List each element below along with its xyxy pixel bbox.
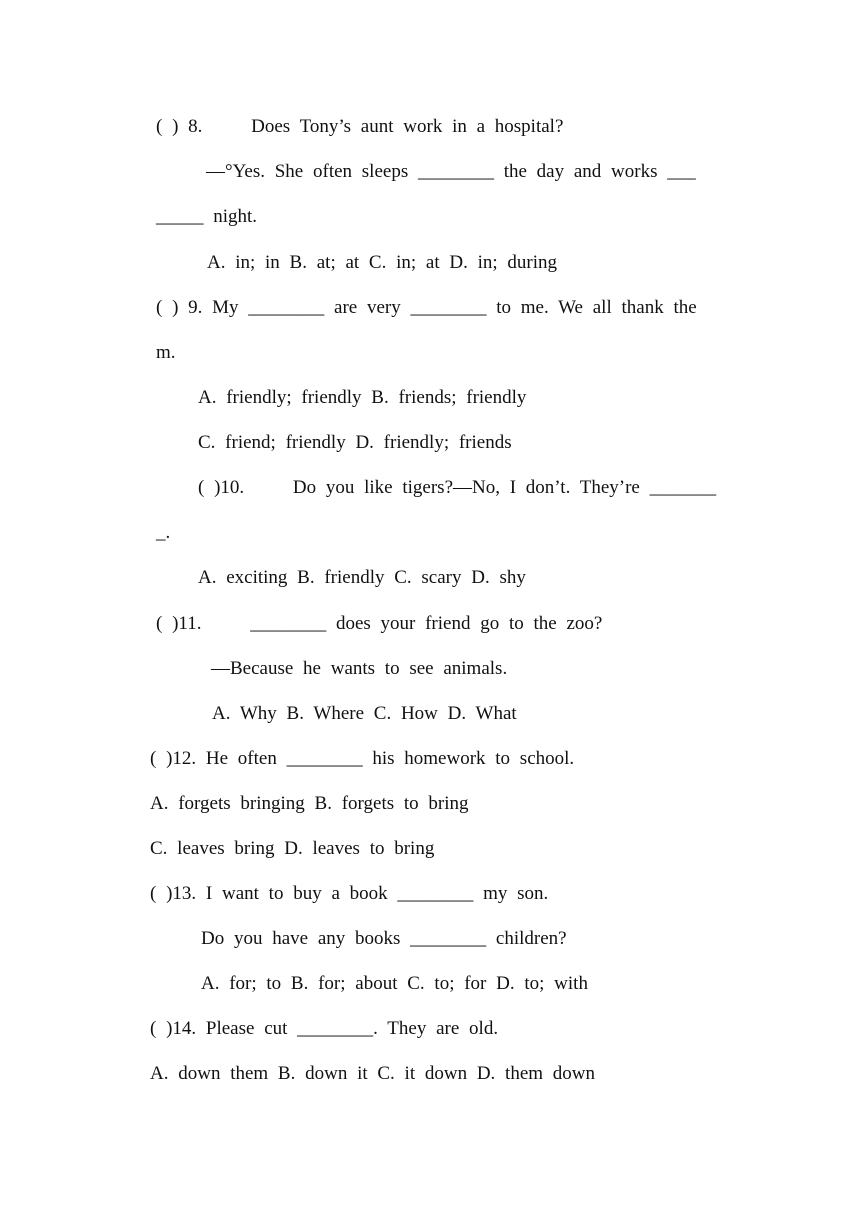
question-8-reply-cont: _____ night. <box>156 206 258 227</box>
question-10-stem-cont: _. <box>156 522 171 543</box>
question-13-stem-cont: Do you have any books ________ children? <box>201 928 567 949</box>
question-9-stem: ( ) 9. My ________ are very ________ to me. We all thank the <box>156 297 697 318</box>
question-13-options: A. for; to B. for; about C. to; for D. to; with <box>201 973 588 994</box>
question-12-options-ab: A. forgets bringing B. forgets to bring <box>150 793 469 814</box>
question-10-options: A. exciting B. friendly C. scary D. shy <box>198 567 526 588</box>
question-11-reply: —Because he wants to see animals. <box>211 658 508 679</box>
question-9-options-ab: A. friendly; friendly B. friends; friendly <box>198 387 527 408</box>
question-8-reply: —°Yes. She often sleeps ________ the day and works ___ <box>206 161 696 182</box>
question-8-stem: ( ) 8. Does Tony’s aunt work in a hospital? <box>156 116 564 137</box>
question-12-options-cd: C. leaves bring D. leaves to bring <box>150 838 435 859</box>
question-8-options: A. in; in B. at; at C. in; at D. in; during <box>207 252 558 273</box>
question-12-stem: ( )12. He often ________ his homework to school. <box>150 748 575 769</box>
question-9-options-cd: C. friend; friendly D. friendly; friends <box>198 432 512 453</box>
question-9-stem-cont: m. <box>156 342 176 363</box>
question-14-options: A. down them B. down it C. it down D. them down <box>150 1063 596 1084</box>
question-11-stem: ( )11. ________ does your friend go to the zoo? <box>156 613 603 634</box>
question-11-options: A. Why B. Where C. How D. What <box>212 703 517 724</box>
question-14-stem: ( )14. Please cut ________. They are old. <box>150 1018 499 1039</box>
question-13-stem: ( )13. I want to buy a book ________ my son. <box>150 883 549 904</box>
question-10-stem: ( )10. Do you like tigers?—No, I don’t. They’re _______ <box>198 477 717 498</box>
